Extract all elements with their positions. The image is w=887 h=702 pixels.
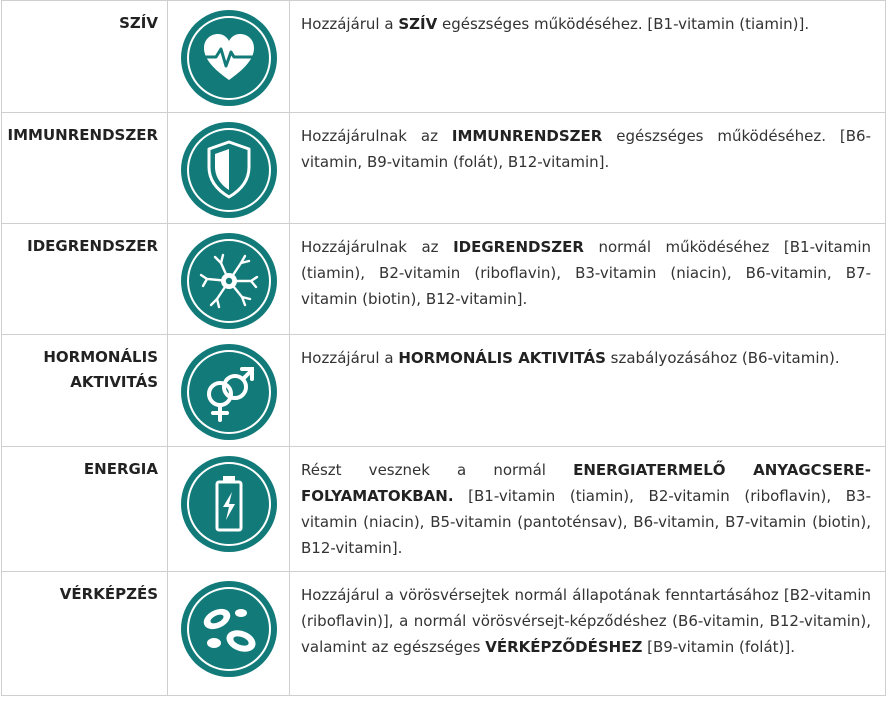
desc-text: [B9-vitamin (folát)]. [642, 638, 795, 656]
row-icon-cell [168, 224, 290, 335]
row-description [290, 113, 886, 224]
row-description [290, 447, 886, 572]
desc-text: normál működéséhez [B1-vitamin (tiamin), B2-vitamin (riboflavin), B3-vitamin (niacin), B6-vitamin, B7-vitamin (biotin), B12-vitamin]. [301, 238, 871, 308]
gender-symbols-icon [179, 342, 279, 442]
row-icon-cell [168, 1, 290, 113]
desc-highlight: SZÍV [398, 15, 438, 33]
shield-icon [179, 120, 279, 220]
desc-highlight: VÉRKÉPZŐDÉSHEZ [485, 638, 643, 656]
desc-text: Hozzájárulnak az [301, 127, 452, 145]
desc-highlight: IDEGRENDSZER [453, 238, 584, 256]
desc-text: egészséges működéséhez. [B6-vitamin, B9-vitamin (folát), B12-vitamin]. [301, 127, 872, 171]
table-row [2, 572, 886, 696]
row-name: SZÍV [119, 14, 158, 32]
row-description [290, 224, 886, 335]
row-icon-cell [168, 447, 290, 572]
table-row [2, 113, 886, 224]
desc-text: Hozzájárulnak az [301, 238, 454, 256]
desc-text: szabályozásához (B6-vitamin). [605, 349, 840, 367]
desc-highlight: HORMONÁLIS AKTIVITÁS [398, 349, 606, 367]
heart-pulse-icon [179, 8, 279, 108]
desc-highlight: IMMUNRENDSZER [451, 127, 603, 145]
desc-highlight: ENERGIATERMELŐ ANYAGCSERE-FOLYAMATOKBAN. [301, 461, 871, 505]
row-name: IDEGRENDSZER [27, 237, 158, 255]
table-row [2, 224, 886, 335]
row-icon-cell [168, 113, 290, 224]
desc-text: Hozzájárul a [301, 349, 399, 367]
desc-text: Hozzájárul a vörösvérsejtek normál állapotának fenntartásához [B2-vitamin (riboflavin)], a normál vörösvérsejt-képződéshez (B6-vitamin, B12-vitamin), valamint az egészséges [301, 586, 871, 656]
row-name-cell [2, 572, 168, 696]
desc-text: [B1-vitamin (tiamin), B2-vitamin (riboflavin), B3-vitamin (niacin), B5-vitamin (pantoténsav), B6-vitamin, B7-vitamin (biotin), B12-vitamin]. [301, 487, 871, 557]
row-name-cell [2, 335, 168, 447]
blood-cells-icon [179, 579, 279, 679]
row-name-line: AKTIVITÁS [70, 373, 158, 391]
row-name: IMMUNRENDSZER [7, 126, 158, 144]
table-row [2, 335, 886, 447]
table-row [2, 1, 886, 113]
row-name-cell [2, 113, 168, 224]
vitamin-benefits-table [1, 0, 886, 696]
row-description [290, 572, 886, 696]
row-name: ENERGIA [83, 460, 158, 478]
desc-text: egészséges működéséhez. [B1-vitamin (tiamin)]. [437, 15, 810, 33]
row-description [290, 1, 886, 113]
desc-text: Hozzájárul a [301, 15, 399, 33]
row-name-line: HORMONÁLIS [43, 348, 158, 366]
row-icon-cell [168, 335, 290, 447]
battery-charge-icon [179, 454, 279, 554]
desc-text: Részt vesznek a normál [301, 461, 574, 479]
neuron-icon [179, 231, 279, 331]
row-description [290, 335, 886, 447]
row-name-cell [2, 447, 168, 572]
row-name-cell [2, 224, 168, 335]
table-row [2, 447, 886, 572]
row-icon-cell [168, 572, 290, 696]
row-name-cell [2, 1, 168, 113]
row-name: VÉRKÉPZÉS [59, 585, 158, 603]
